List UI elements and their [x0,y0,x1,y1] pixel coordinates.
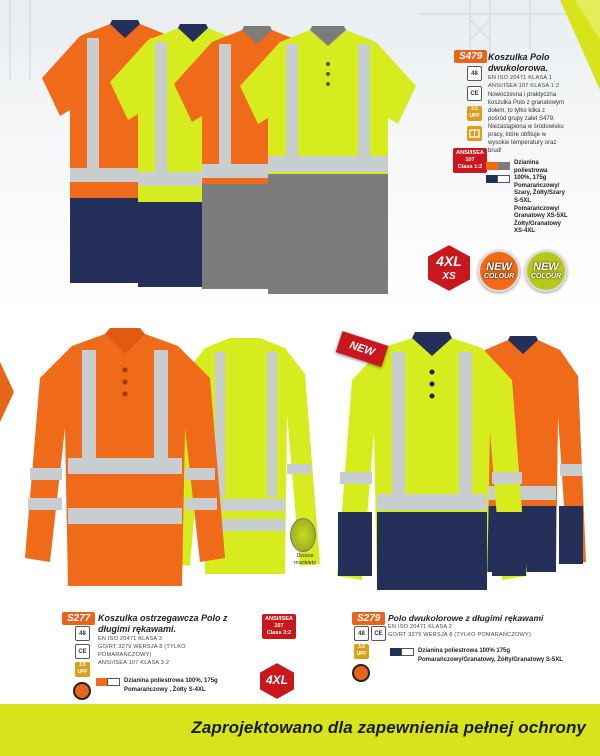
ansi-badge-line: 107 [274,623,284,629]
upf-value: 3.5 [79,662,86,668]
s277-spec-line: Pomarańczowy , Żółty S-4XL [124,687,206,693]
s277-title-line2: długimi rękawami. [98,624,177,634]
colour-label: COLOUR [530,272,562,280]
upf-icon [354,644,369,659]
standard-ansi: ANSI/ISEA 107 KLASA 1:2 [488,83,560,89]
ce-icon: CE [467,86,482,101]
bottom-product-panel [0,322,600,704]
ansi-badge-line: ANSI/ISEA [265,616,293,622]
description-line: pośród grupy zalet S479. [488,116,555,122]
colour-swatch [486,162,510,170]
upf-label: UPF [77,669,88,675]
size-range-badge [427,244,471,292]
breathable-logo-icon [352,664,370,682]
s277-standard: ANSI/ISEA 107 KLASA 3:2 [98,660,170,666]
spec-line: Granatowy XS-5XL [514,213,568,220]
upf-value: 3.5 [358,644,365,650]
cuff-caption [288,553,322,567]
description-line: Nowoczesna i praktyczna [488,92,557,98]
size-range-badge [259,662,295,700]
new-label: NEW [533,260,559,273]
spec-line: poliestrowa [514,167,548,174]
spec-line: Pomarańczowy/ [514,182,560,189]
spec-line: Dzianina [514,160,539,166]
ansi-class-badge [453,148,487,173]
s277-title-line1: Koszulka ostrzegawcza Polo z [98,613,228,623]
colour-swatch [96,678,120,686]
s277-spec-line: Dzianina poliestrowa 100%, 175g [124,678,218,684]
product-code-s279: S279 [352,612,385,625]
iso-icon: 48 [75,626,90,641]
s279-spec-line: Dzianina poliestrowa 100% 175g [418,648,511,654]
size-badge-sub: XS [442,271,456,282]
iso-icon: 48 [354,626,369,641]
footer-slogan: Zaprojektowano dla zapewnienia pełnej ochrony [191,718,586,737]
upf-label: UPF [469,113,480,119]
footer-banner [0,704,600,756]
standard-shield-icon [467,126,482,141]
ansi-badge-line: Class 1:2 [457,164,483,170]
spec-line: 100%, 175g [514,175,547,182]
cuff-caption-line: Dziane [296,553,314,559]
description-line: brud! [488,148,502,154]
product-description [488,91,598,155]
standard-en-iso: EN ISO 20471 KLASA 1 [488,75,553,81]
spec-line: Żółty/Granatowy [514,220,562,227]
edge-accent-shape [0,362,14,422]
product-spec [514,160,600,236]
product-code-s277: S277 [62,612,95,625]
s277-standard: EN ISO 20471 KLASA 3 [98,636,163,642]
upf-icon [467,106,482,121]
polo-shirt-yellow-grey [238,24,418,304]
description-line: pracy, które obfituje w [488,132,546,138]
description-line: koszulka Polo z granatowym [488,100,565,106]
new-colour-badge-orange [478,250,520,292]
description-line: Niezastąpiona w środowisku [488,124,564,130]
product-title-line1: Koszulka Polo [488,52,550,62]
ansi-badge-line: 107 [465,157,475,163]
spec-line: Szary, Żółty/Szary [514,190,565,197]
spec-line: Pomarańczowy/ [514,205,560,212]
cuff-caption-line: mankiety [293,560,316,566]
s279-title: Polo dwukolorowe z długimi rękawami [388,613,544,623]
s279-standard: GO/RT 3279 WERSJA 8 (TYLKO POMARAŃCZOWY) [388,632,532,638]
s279-spec-line: Pomarańczowy/Granatowy, Żółty/Granatowy S-5XL [418,657,563,663]
ansi-badge-line: ANSI/ISEA [456,150,484,156]
colour-swatch [486,175,510,183]
s277-standard: POMARAŃCZOWY) [98,652,152,658]
breathable-logo-icon [73,682,91,700]
product-code-s479: S479 [454,50,487,63]
top-product-panel [0,0,600,312]
ce-icon: CE [371,626,386,641]
colour-swatch [390,648,414,656]
ce-icon: CE [75,644,90,659]
new-colour-badge-yellow [525,250,567,292]
upf-label: UPF [356,651,367,657]
size-badge-main: 4XL [436,253,462,269]
section-divider [0,312,600,322]
upf-icon [75,662,90,677]
product-title-line2: dwukolorowa. [488,63,549,73]
description-line: wysokie temperatury oraz [488,140,557,146]
colour-label: COLOUR [483,272,515,280]
knitted-cuff-inset [290,518,316,552]
upf-value: 3.5 [471,106,478,112]
spec-line: S-5XL [514,197,532,204]
s277-standard: GO/RT 3279 WERSJA 8 (TYLKO [98,644,186,650]
iso-icon: 48 [467,66,482,81]
size-badge-main: 4XL [265,673,288,687]
long-sleeve-polo-yellow-navy [332,332,532,602]
new-label: NEW [486,260,512,273]
ansi-badge-line: Class 3:2 [266,630,292,636]
ansi-class-badge [262,614,296,639]
spec-line: XS-4XL [514,228,536,235]
s279-standard: EN ISO 20471 KLASA 2 [388,624,453,630]
long-sleeve-polo-orange [20,328,230,598]
description-line: dołem, to tylko kilka z [488,108,546,114]
new-ribbon-text: NEW [347,339,377,359]
